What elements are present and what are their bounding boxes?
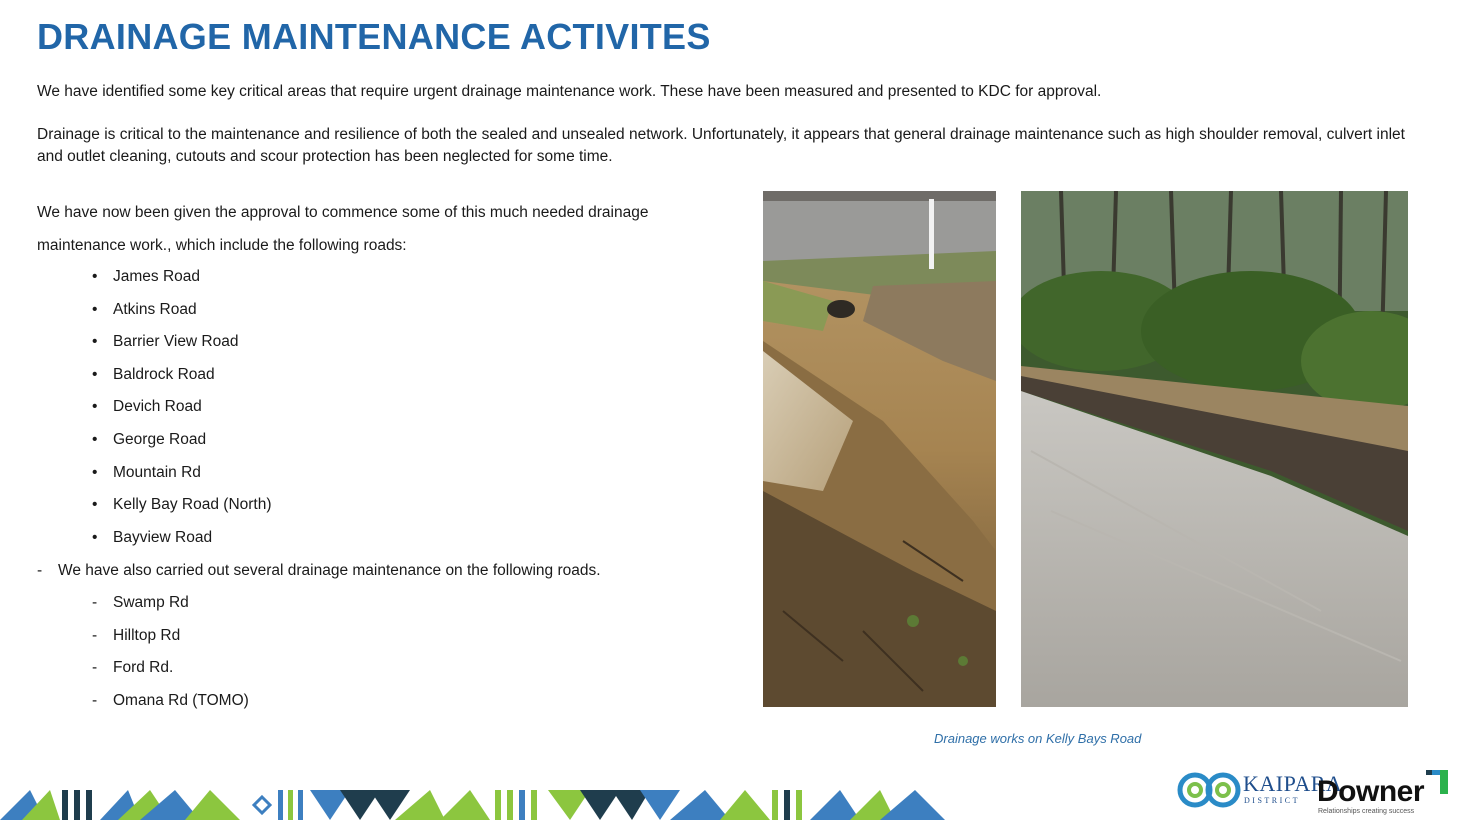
list-item: - Omana Rd (TOMO) xyxy=(93,685,249,718)
list-item: • Atkins Road xyxy=(93,294,272,327)
downer-logo-icon xyxy=(1426,768,1452,798)
intro-paragraph: We have identified some key critical areas that require urgent drainage maintenance work. These have been measured and presented to KDC for approval. xyxy=(37,83,1102,100)
list-item: • Bayview Road xyxy=(93,522,272,555)
completed-intro-text: We have also carried out several drainage maintenance on the following roads. xyxy=(58,562,601,579)
list-item: - Hilltop Rd xyxy=(93,620,249,653)
list-item: • Kelly Bay Road (North) xyxy=(93,489,272,522)
list-item: • Barrier View Road xyxy=(93,326,272,359)
kaipara-logo-text: KAIPARA xyxy=(1243,771,1343,796)
drain-photo-culvert xyxy=(763,191,996,707)
approval-line-2: maintenance work., which include the following roads: xyxy=(37,237,407,254)
list-item: - Ford Rd. xyxy=(93,652,249,685)
photo-caption: Drainage works on Kelly Bays Road xyxy=(934,731,1142,746)
approval-paragraph xyxy=(37,196,737,262)
drain-photo-forest-road xyxy=(1021,191,1408,707)
drainage-paragraph: Drainage is critical to the maintenance and resilience of both the sealed and unsealed network. Unfortunately, it appears that general drainage maintenance such as high shoulder removal, culvert inlet and outlet cleaning, cutouts and scour protection has been neglected for some time. xyxy=(37,126,1405,165)
downer-logo-text: Downer xyxy=(1317,775,1425,808)
list-item: • Baldrock Road xyxy=(93,359,272,392)
page-title: DRAINAGE MAINTENANCE ACTIVITES xyxy=(37,16,711,57)
list-item: • George Road xyxy=(93,424,272,457)
footer-pattern-graphic xyxy=(0,775,950,822)
approved-roads-list xyxy=(93,261,272,554)
approval-line-1: We have now been given the approval to commence some of this much needed drainage xyxy=(37,204,649,221)
list-item: • James Road xyxy=(93,261,272,294)
list-item: • Devich Road xyxy=(93,391,272,424)
list-item: - Swamp Rd xyxy=(93,587,249,620)
list-item: • Mountain Rd xyxy=(93,457,272,490)
kaipara-logo-subtext: DISTRICT xyxy=(1244,796,1300,805)
completed-roads-list xyxy=(93,587,249,717)
dash-marker: - xyxy=(37,562,43,579)
completed-intro xyxy=(37,555,601,587)
downer-tagline: Relationships creating success xyxy=(1318,808,1415,815)
